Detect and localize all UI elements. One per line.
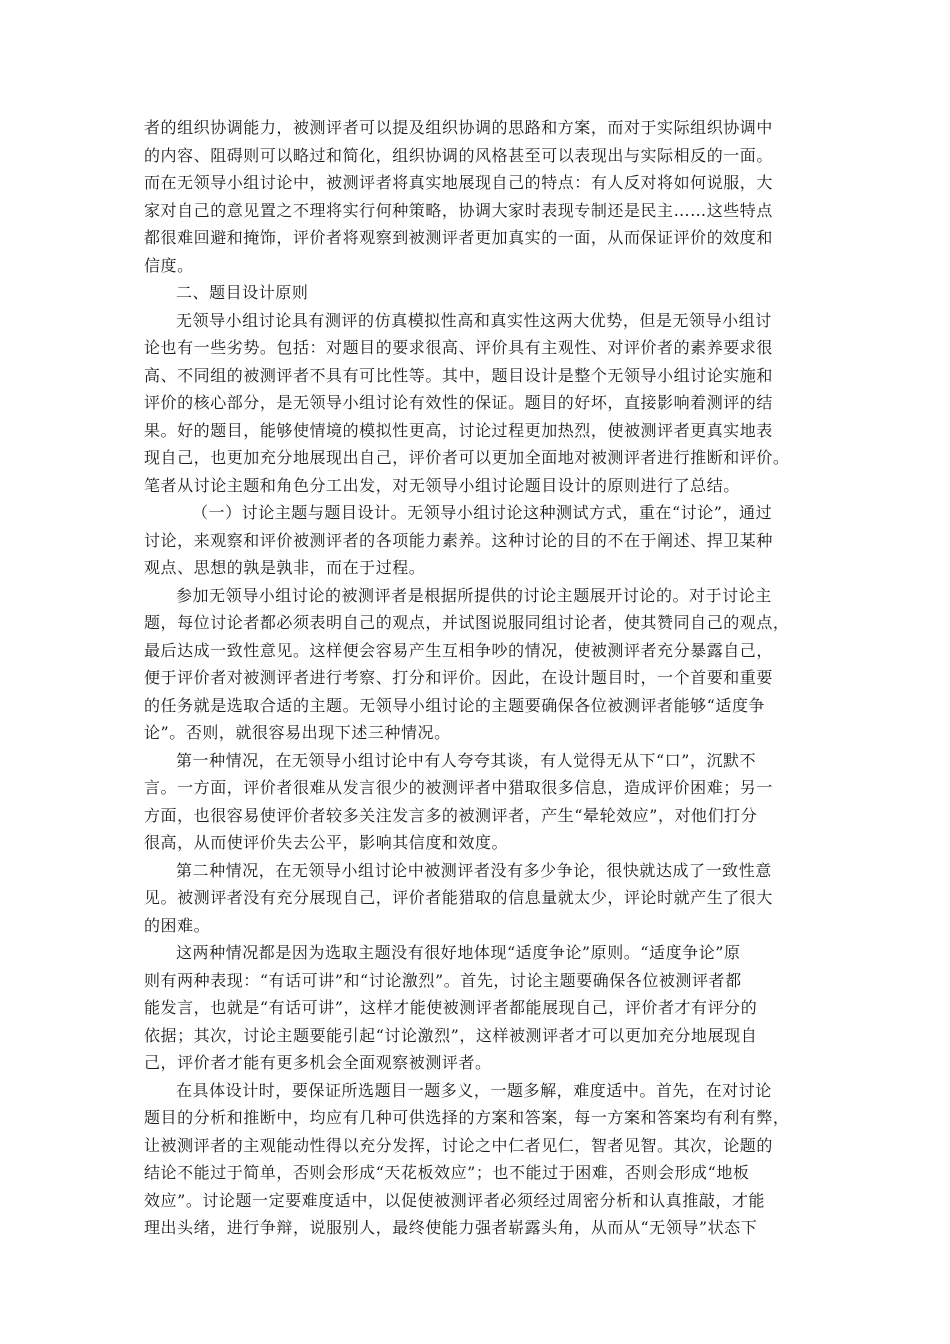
text-line: 观点、思想的孰是孰非，而在于过程。	[144, 558, 426, 577]
text-line: 题目的分析和推断中，均应有几种可供选择的方案和答案，每一方案和答案均有利有弊，	[144, 1108, 790, 1127]
text-line: 论”。否则，就很容易出现下述三种情况。	[144, 723, 451, 742]
text-line: 理出头绪，进行争辩，说服别人，最终使能力强者崭露头角，从而从“无领导”状态下	[144, 1218, 758, 1237]
text-line: 方面，也很容易使评价者较多关注发言多的被测评者，产生“晕轮效应”，对他们打分	[144, 805, 758, 825]
text-line: 的任务就是选取合适的主题。无领导小组讨论的主题要确保各位被测评者能够“适度争	[144, 695, 766, 715]
text-line: 二、题目设计原则	[176, 283, 309, 302]
text-line: 评价的核心部分，是无领导小组讨论有效性的保证。题目的好坏，直接影响着测评的结	[144, 393, 773, 412]
text-line: 第一种情况，在无领导小组讨论中有人夸夸其谈，有人觉得无从下“口”，沉默不	[176, 750, 757, 770]
text-line: 这两种情况都是因为选取主题没有很好地体现“适度争论”原则。“适度争论”原	[176, 943, 741, 962]
text-line: 让被测评者的主观能动性得以充分发挥，讨论之中仁者见仁，智者见智。其次，论题的	[144, 1135, 773, 1155]
text-line: 依据；其次，讨论主题要能引起“讨论激烈”，这样被测评者才可以更加充分地展现自	[144, 1025, 758, 1045]
text-line: 家对自己的意见置之不理将实行何种策略，协调大家时表现专制还是民主……这些特点	[144, 200, 773, 220]
text-line: 在具体设计时，要保证所选题目一题多义，一题多解，难度适中。首先，在对讨论	[176, 1080, 772, 1100]
text-line: 便于评价者对被测评者进行考察、打分和评价。因此，在设计题目时，一个首要和重要	[144, 668, 773, 687]
text-line: 己，评价者才能有更多机会全面观察被测评者。	[144, 1053, 492, 1072]
text-line: 高、不同组的被测评者不具有可比性等。其中，题目设计是整个无领导小组讨论实施和	[144, 365, 773, 385]
text-line: 最后达成一致性意见。这样便会容易产生互相争吵的情况，使被测评者充分暴露自己，	[144, 640, 773, 660]
text-line: （一）讨论主题与题目设计。无领导小组讨论这种测试方式，重在“讨论”，通过	[192, 503, 773, 522]
text-line: 笔者从讨论主题和角色分工出发，对无领导小组讨论题目设计的原则进行了总结。	[144, 475, 740, 495]
document-page	[144, 114, 812, 1242]
text-line: 很高，从而使评价失去公平，影响其信度和效度。	[144, 833, 509, 852]
text-line: 的困难。	[144, 915, 211, 935]
text-line: 无领导小组讨论具有测评的仿真模拟性高和真实性这两大优势，但是无领导小组讨	[176, 310, 772, 330]
text-line: 效应”。讨论题一定要难度适中，以促使被测评者必须经过周密分析和认真推敲，才能	[144, 1190, 766, 1210]
text-line: 现自己，也更加充分地展现出自己，评价者可以更加全面地对被测评者进行推断和评价。	[144, 448, 790, 467]
text-line: 讨论，来观察和评价被测评者的各项能力素养。这种讨论的目的不在于阐述、捍卫某种	[144, 530, 773, 550]
text-line: 的内容、阻碍则可以略过和简化，组织协调的风格甚至可以表现出与实际相反的一面。	[144, 145, 773, 165]
text-line: 者的组织协调能力，被测评者可以提及组织协调的思路和方案，而对于实际组织协调中	[144, 118, 773, 137]
text-line: 能发言，也就是“有话可讲”，这样才能使被测评者都能展现自己，评价者才有评分的	[144, 998, 758, 1017]
text-line: 结论不能过于简单，否则会形成“天花板效应”；也不能过于困难，否则会形成“地板	[144, 1163, 750, 1182]
text-line: 信度。	[144, 255, 194, 275]
text-line: 则有两种表现：“有话可讲”和“讨论激烈”。首先，讨论主题要确保各位被测评者都	[144, 970, 742, 990]
text-line: 题，每位讨论者都必须表明自己的观点，并试图说服同组讨论者，使其赞同自己的观点，	[144, 613, 790, 632]
text-line: 都很难回避和掩饰，评价者将观察到被测评者更加真实的一面，从而保证评价的效度和	[144, 228, 773, 247]
text-line: 第二种情况，在无领导小组讨论中被测评者没有多少争论，很快就达成了一致性意	[176, 860, 772, 880]
text-line: 参加无领导小组讨论的被测评者是根据所提供的讨论主题展开讨论的。对于讨论主	[176, 585, 772, 605]
text-line: 言。一方面，评价者很难从发言很少的被测评者中猎取很多信息，造成评价困难；另一	[144, 778, 773, 797]
text-line: 果。好的题目，能够使情境的模拟性更高，讨论过程更加热烈，使被测评者更真实地表	[144, 420, 773, 440]
text-line: 见。被测评者没有充分展现自己，评价者能猎取的信息量就太少，评论时就产生了很大	[144, 888, 773, 907]
text-line: 论也有一些劣势。包括：对题目的要求很高、评价具有主观性、对评价者的素养要求很	[144, 338, 773, 357]
text-line: 而在无领导小组讨论中，被测评者将真实地展现自己的特点：有人反对将如何说服，大	[144, 173, 773, 192]
